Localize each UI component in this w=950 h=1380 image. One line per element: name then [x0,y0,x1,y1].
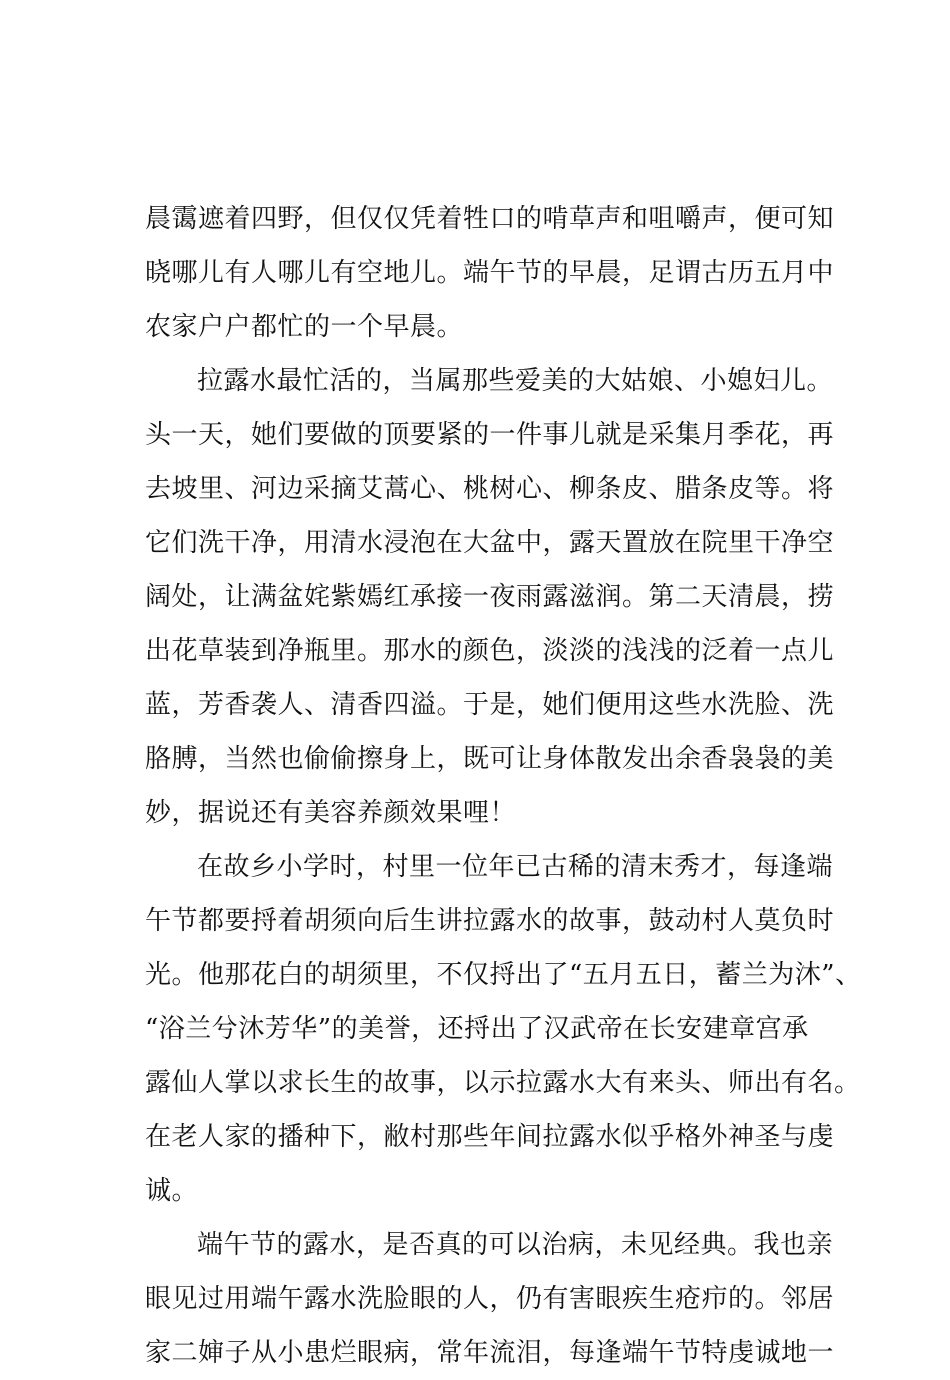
text-line: 光。他那花白的胡须里，不仅捋出了“五月五日，蓄兰为沐”、 [145,960,862,990]
text-line: 在老人家的播种下，敝村那些年间拉露水似乎格外神圣与虔 [145,1122,835,1152]
text-line: 露仙人掌以求长生的故事，以示拉露水大有来头、师出有名。 [145,1068,861,1098]
text-line: 晨霭遮着四野，但仅仅凭着牲口的啃草声和咀嚼声，便可知 [145,204,835,234]
text-line: 蓝，芳香袭人、清香四溢。于是，她们便用这些水洗脸、洗 [145,690,835,720]
text-line: 家二婶子从小患烂眼病，常年流泪，每逢端午节特虔诚地一 [145,1338,835,1368]
text-line: 它们洗干净，用清水浸泡在大盆中，露天置放在院里干净空 [145,528,835,558]
body-text [145,192,862,1380]
text-line: “浴兰兮沐芳华”的美誉，还捋出了汉武帝在长安建章宫承 [145,1014,809,1044]
text-line: 眼见过用端午露水洗脸眼的人，仍有害眼疾生疮疖的。邻居 [145,1284,835,1314]
text-line: 午节都要捋着胡须向后生讲拉露水的故事，鼓动村人莫负时 [145,906,835,936]
text-line: 阔处，让满盆姹紫嫣红承接一夜雨露滋润。第二天清晨，捞 [145,582,835,612]
paragraph-start-line: 端午节的露水，是否真的可以治病，未见经典。我也亲 [197,1230,834,1260]
paragraph-start-line: 在故乡小学时，村里一位年已古稀的清末秀才，每逢端 [197,852,834,882]
text-line: 头一天，她们要做的顶要紧的一件事儿就是采集月季花，再 [145,420,835,450]
text-line: 农家户户都忙的一个早晨。 [145,312,464,342]
text-line: 胳膊，当然也偷偷擦身上，既可让身体散发出余香袅袅的美 [145,744,835,774]
text-line: 去坡里、河边采摘艾蒿心、桃树心、柳条皮、腊条皮等。将 [145,474,835,504]
text-line: 妙，据说还有美容养颜效果哩！ [145,798,517,828]
paragraph-start-line: 拉露水最忙活的，当属那些爱美的大姑娘、小媳妇儿。 [197,366,834,396]
text-line: 晓哪儿有人哪儿有空地儿。端午节的早晨，足谓古历五月中 [145,258,835,288]
text-line: 诚。 [145,1176,199,1206]
text-line: 出花草装到净瓶里。那水的颜色，淡淡的浅浅的泛着一点儿 [145,636,835,666]
